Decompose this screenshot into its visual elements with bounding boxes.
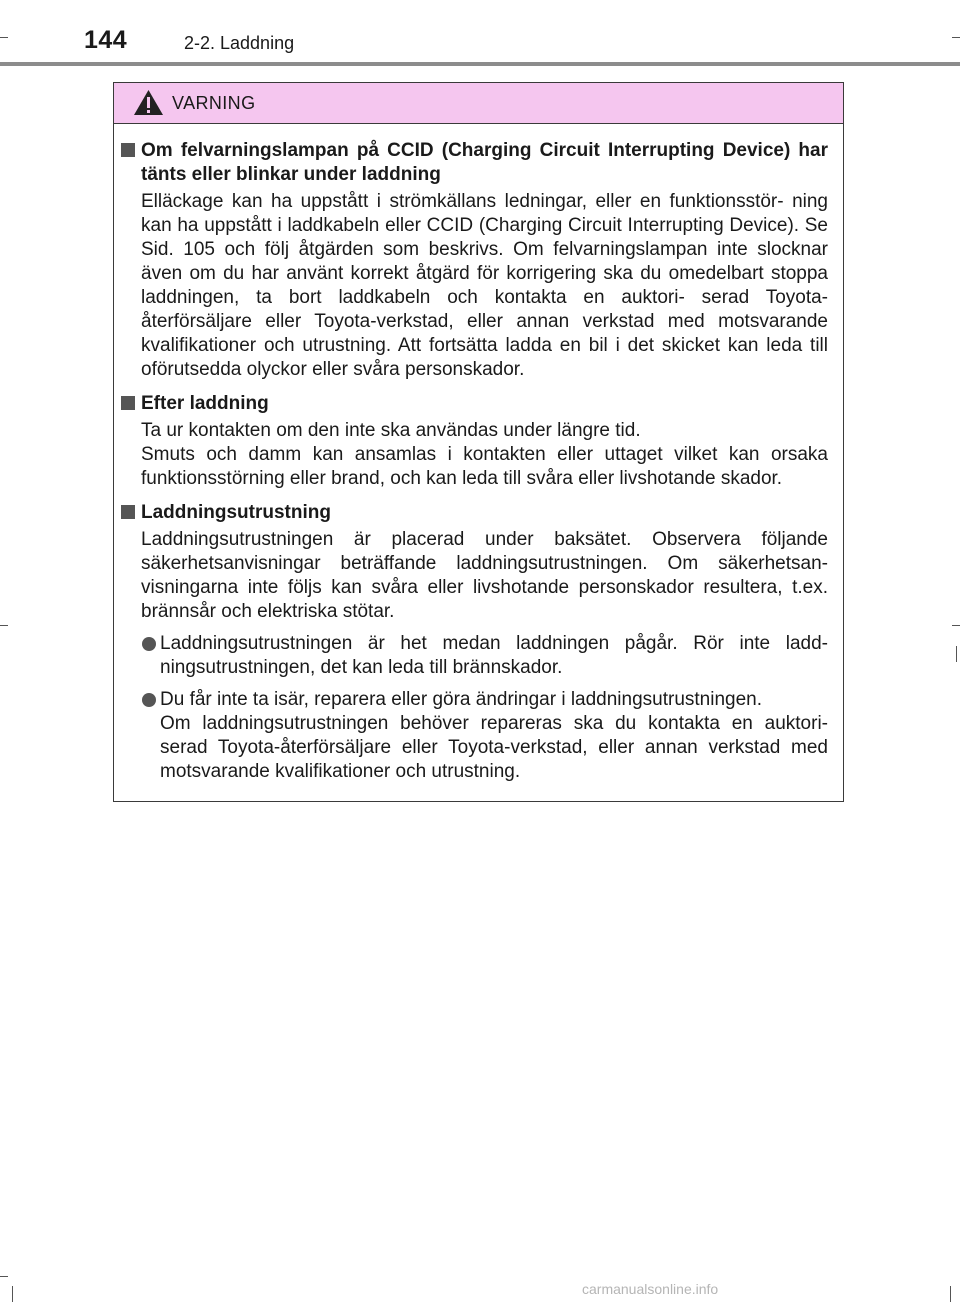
crop-mark (950, 1286, 951, 1302)
square-bullet-icon (121, 505, 135, 519)
crop-mark (0, 625, 8, 626)
bullet-text (160, 688, 828, 784)
entry-text (141, 190, 828, 382)
page-header (0, 0, 960, 66)
warning-triangle-icon (133, 89, 164, 116)
square-bullet-icon (121, 143, 135, 157)
bullet-text (160, 632, 828, 680)
entry-title: Efter laddning (141, 393, 269, 414)
square-bullet-icon (121, 396, 135, 410)
bullet-item (141, 632, 828, 680)
warning-entry-ccid (114, 139, 828, 382)
entry-title: Om felvarningslampan på CCID (Charging Circuit Interrupting Device) har tänts eller blinkar under laddning (141, 140, 828, 185)
bullet-line: Du får inte ta isär, reparera eller göra ändringar i laddningsutrustningen. (160, 689, 763, 710)
crop-mark (956, 646, 957, 662)
warning-box (113, 82, 844, 802)
crop-mark (952, 625, 960, 626)
page-number: 144 (84, 26, 128, 54)
round-bullet-icon (142, 693, 156, 707)
entry-paragraph: Laddningsutrustningen är placerad under baksätet. Observera följande säkerhetsanvisningar beträffande laddningsutrustningen. Om säkerhetsan- visningarna inte följs kan svåra eller livshotande personskador resultera, t.ex. brännsår och elektriska stötar. (141, 529, 828, 622)
entry-paragraph: Elläckage kan ha uppstått i strömkällans ledningar, eller en funktionsstör- ning kan ha uppstått i laddkabeln eller CCID (Charging Circuit Interrupting Device). Se Sid. 105 och följ åtgärden som beskrivs. Om felvarningslampan inte slocknar även om du har använt korrekt åtgärd för korrigering ska du omedelbart stoppa laddningen, ta bort laddkabeln och kontakta en auktori- serad Toyota-återförsäljare eller Toyota-verkstad, eller annan verkstad med motsvarande kvalifikationer och utrustning. Att fortsätta ladda en bil i det skicket kan leda till oförutsedda olyckor eller svåra personskador. (141, 191, 828, 380)
warning-body (114, 139, 843, 794)
round-bullet-icon (142, 637, 156, 651)
bullet-line: Om laddningsutrustningen behöver repareras ska du kontakta en auktori- serad Toyota-återförsäljare eller Toyota-verkstad, eller annan verkstad med motsvarande kvalifikationer och utrustning. (160, 713, 828, 782)
bullet-line: Laddningsutrustningen är het medan laddningen pågår. Rör inte ladd- ningsutrustningen, det kan leda till brännskador. (160, 633, 828, 678)
watermark-link[interactable]: carmanualsonline.info (582, 1281, 719, 1297)
entry-text (141, 419, 828, 491)
entry-paragraph: Smuts och damm kan ansamlas i kontakten eller uttaget vilket kan orsaka funktionsstörning eller brand, och kan leda till svåra eller livshotande skador. (141, 444, 828, 489)
entry-text (141, 528, 828, 624)
warning-entry-after-charging (114, 392, 828, 491)
entry-paragraph: Ta ur kontakten om den inte ska användas under längre tid. (141, 420, 641, 441)
section-title: 2-2. Laddning (184, 33, 295, 53)
warning-header (114, 83, 843, 124)
warning-title: VARNING (172, 93, 256, 113)
warning-entry-equipment (114, 501, 828, 784)
header-divider (0, 62, 960, 66)
crop-mark (12, 1286, 13, 1302)
entry-title: Laddningsutrustning (141, 502, 331, 523)
crop-mark (0, 1276, 8, 1277)
bullet-item (141, 688, 828, 784)
